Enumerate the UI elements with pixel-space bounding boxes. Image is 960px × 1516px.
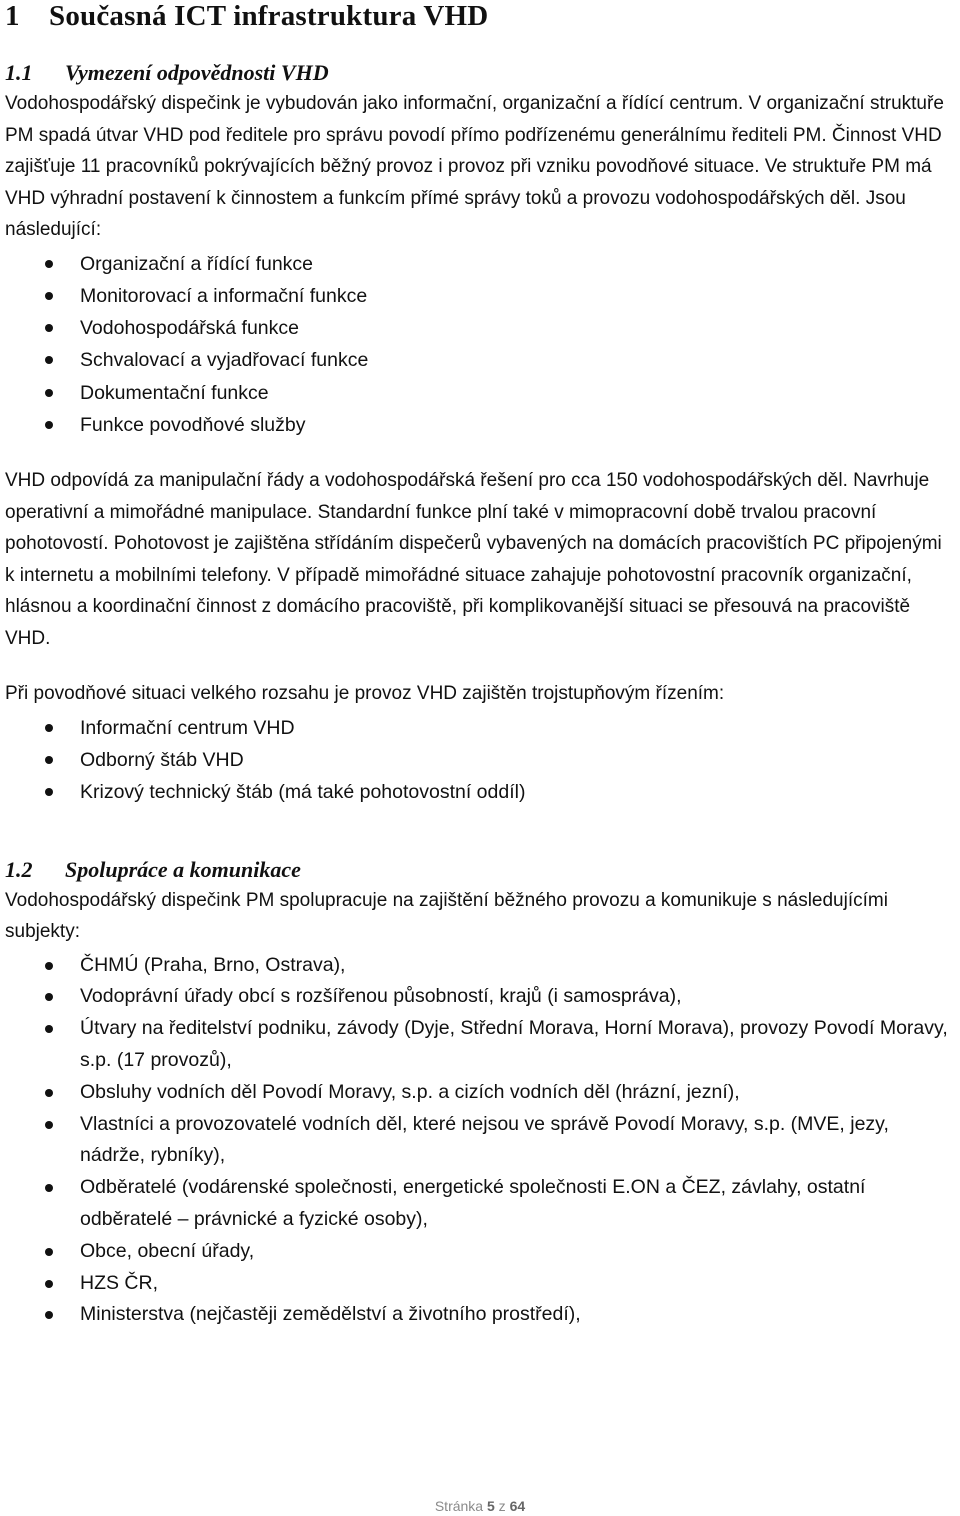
list-item: Vlastníci a provozovatelé vodních děl, které nejsou ve správě Povodí Moravy, s.p. (MVE, jezy, nádrže, rybníky), xyxy=(5,1109,955,1173)
footer-of: z xyxy=(498,1498,506,1514)
list-item: Funkce povodňové služby xyxy=(5,409,955,441)
section2-paragraph-intro: Vodohospodářský dispečink PM spolupracuje na zajištění běžného provozu a komunikuje s následujícími subjekty: xyxy=(5,889,888,943)
list-item: Informační centrum VHD xyxy=(5,712,955,744)
list-item: ČHMÚ (Praha, Brno, Ostrava), xyxy=(5,950,955,982)
list-item: Organizační a řídící funkce xyxy=(5,248,955,280)
list-item: Monitorovací a informační funkce xyxy=(5,280,955,312)
list-item: Odborný štáb VHD xyxy=(5,744,955,776)
list-item: Útvary na ředitelství podniku, závody (Dyje, Střední Morava, Horní Morava), provozy Povodí Moravy, s.p. (17 provozů), xyxy=(5,1013,955,1077)
list-item: HZS ČR, xyxy=(5,1268,955,1300)
list-item: Obce, obecní úřady, xyxy=(5,1236,955,1268)
list-item: Vodohospodářská funkce xyxy=(5,312,955,344)
list-item: Ministerstva (nejčastěji zemědělství a životního prostředí), xyxy=(5,1299,955,1331)
section-number: 1.1 xyxy=(5,60,33,85)
page-footer xyxy=(0,1496,960,1516)
section1-paragraph-responsibility: VHD odpovídá za manipulační řády a vodohospodářská řešení pro cca 150 vodohospodářských děl. Navrhuje operativní a mimořádné manipulace. Standardní funkce plní také v mimopracovní době trvalou pracovní pohotovostí. Pohotovost je zajištěna střídáním dispečerů vybavených na domácích pracovištích PC připojenými k internetu a mobilními telefony. V případě mimořádné situace zahajuje pohotovostní pracovník organizační, hlásnou a koordinační činnost z domácího pracoviště, při komplikovanější situaci se přesouvá na pracoviště VHD. xyxy=(5,470,942,649)
footer-current-page: 5 xyxy=(486,1498,495,1514)
section-heading-1-2 xyxy=(5,855,955,885)
list-item: Odběratelé (vodárenské společnosti, energetické společnosti E.ON a ČEZ, závlahy, ostatní odběratelé – právnické a fyzické osoby), xyxy=(5,1172,955,1236)
document-page xyxy=(5,0,955,1331)
list-item: Obsluhy vodních děl Povodí Moravy, s.p. a cizích vodních děl (hrázní, jezní), xyxy=(5,1077,955,1109)
section1-paragraph-intro: Vodohospodářský dispečink je vybudován jako informační, organizační a řídící centrum. V organizační struktuře PM spadá útvar VHD pod ředitele pro správu povodí přímo podřízenému generálnímu řediteli PM. Činnost VHD zajišťuje 11 pracovníků pokrývajících běžný provoz i provoz při vzniku povodňové situace. Ve struktuře PM má VHD výhradní postavení k činnostem a funkcím přímé správy toků a provozu vodohospodářských děl. Jsou následující: xyxy=(5,93,944,240)
list-item: Schvalovací a vyjadřovací funkce xyxy=(5,344,955,376)
management-levels-list xyxy=(5,712,955,809)
chapter-title: Současná ICT infrastruktura VHD xyxy=(49,0,489,32)
section-heading-1-1 xyxy=(5,58,955,88)
subjects-list xyxy=(5,950,955,1332)
functions-list xyxy=(5,248,955,442)
footer-total-pages: 64 xyxy=(509,1498,526,1514)
list-item: Vodoprávní úřady obcí s rozšířenou působností, krajů (i samospráva), xyxy=(5,981,955,1013)
footer-label: Stránka xyxy=(434,1498,484,1514)
section1-paragraph-flood: Při povodňové situaci velkého rozsahu je provoz VHD zajištěn trojstupňovým řízením: xyxy=(5,683,725,705)
list-item: Dokumentační funkce xyxy=(5,377,955,409)
list-item: Krizový technický štáb (má také pohotovostní oddíl) xyxy=(5,776,955,808)
section-title: Spolupráce a komunikace xyxy=(65,856,301,882)
section-number: 1.2 xyxy=(5,856,33,882)
chapter-heading xyxy=(5,0,955,34)
chapter-number: 1 xyxy=(5,0,20,32)
section-title: Vymezení odpovědnosti VHD xyxy=(65,60,329,85)
